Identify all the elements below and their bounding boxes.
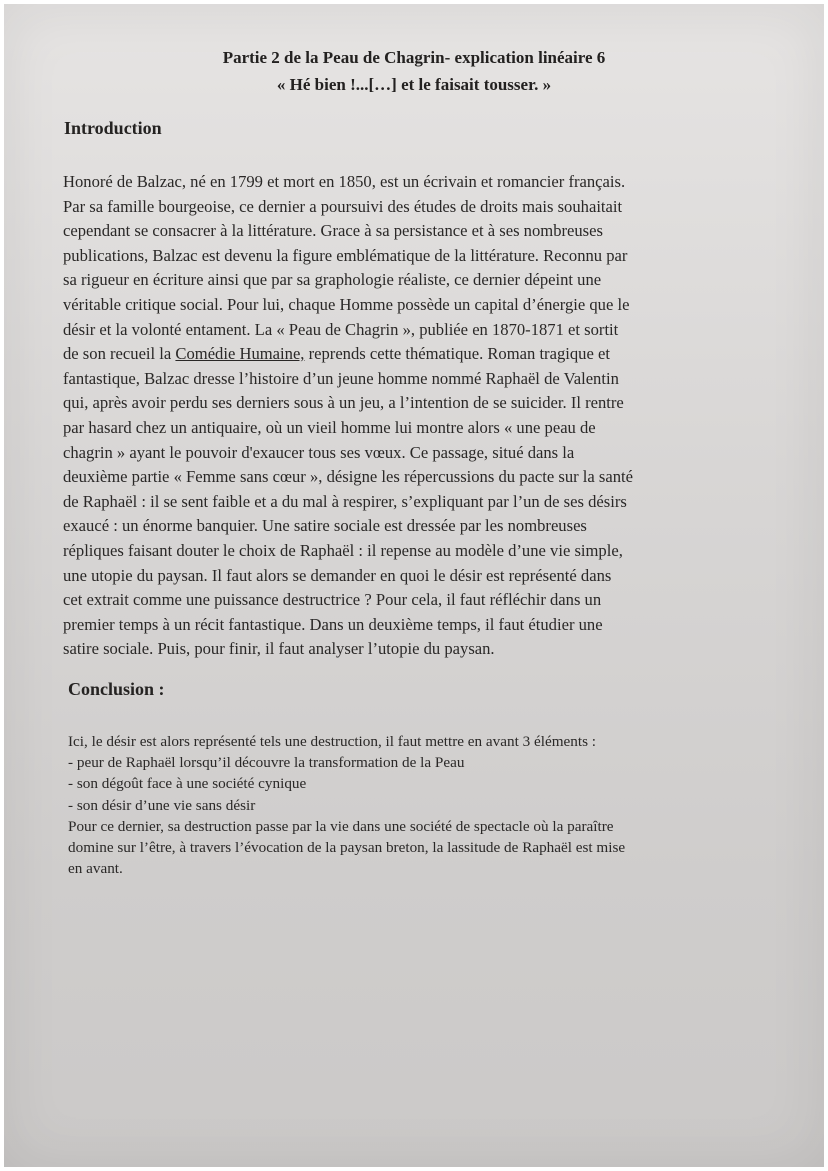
intro-line-with-title — [63, 342, 753, 367]
intro-line: premier temps à un récit fantastique. Dans un deuxième temps, il faut étudier une — [63, 614, 603, 634]
document-page — [4, 4, 824, 1167]
intro-line: Honoré de Balzac, né en 1799 et mort en 1850, est un écrivain et romancier français. — [63, 172, 626, 191]
intro-line: cet extrait comme une puissance destructrice ? Pour cela, il faut réfléchir dans un — [63, 590, 602, 610]
intro-line: Par sa famille bourgeoise, ce dernier a poursuivi des études de droits mais souhaitait — [63, 196, 623, 216]
conclusion-list-item: - peur de Raphaël lorsqu’il découvre la transformation de la Peau — [68, 754, 465, 772]
document-title — [4, 44, 824, 98]
intro-line: sa rigueur en écriture ainsi que par sa graphologie réaliste, ce dernier dépeint une — [63, 270, 602, 290]
title-line-1: Partie 2 de la Peau de Chagrin- explication linéaire 6 — [222, 48, 606, 67]
intro-line: fantastique, Balzac dresse l’histoire d’un jeune homme nommé Raphaël de Valentin — [63, 368, 619, 388]
intro-line: chagrin » ayant le pouvoir d'exaucer tous ses vœux. Ce passage, situé dans la — [63, 442, 575, 462]
intro-line: qui, après avoir perdu ses derniers sous à un jeu, a l’intention de se suicider. Il rentre — [63, 393, 624, 413]
intro-line: répliques faisant douter le choix de Raphaël : il repense au modèle d’une vie simple, — [63, 540, 623, 560]
introduction-heading: Introduction — [64, 118, 162, 138]
conclusion-line: Pour ce dernier, sa destruction passe par la vie dans une société de spectacle où la paraître — [68, 817, 614, 835]
intro-line: deuxième partie « Femme sans cœur », désigne les répercussions du pacte sur la santé — [63, 467, 634, 487]
intro-line: satire sociale. Puis, pour finir, il faut analyser l’utopie du paysan. — [63, 639, 495, 659]
title-line-2: « Hé bien !...[…] et le faisait tousser. » — [276, 75, 552, 94]
intro-line: véritable critique social. Pour lui, chaque Homme possède un capital d’énergie que le — [63, 294, 630, 314]
intro-line-after: reprends cette thématique. Roman tragique et — [304, 344, 610, 364]
introduction-paragraph — [63, 170, 753, 662]
intro-line: cependant se consacrer à la littérature. Grace à sa persistance et à ses nombreuses — [63, 221, 603, 241]
conclusion-list-item: - son désir d’une vie sans désir — [68, 796, 256, 814]
conclusion-line: Ici, le désir est alors représenté tels une destruction, il faut mettre en avant 3 éléments : — [68, 733, 596, 750]
conclusion-list-item: - son dégoût face à une société cynique — [68, 775, 307, 793]
intro-line: exaucé : un énorme banquier. Une satire sociale est dressée par les nombreuses — [63, 516, 587, 536]
intro-line: une utopie du paysan. Il faut alors se demander en quoi le désir est représenté dans — [63, 565, 612, 585]
intro-line: par hasard chez un antiquaire, où un vieil homme lui montre alors « une peau de — [63, 417, 596, 437]
conclusion-paragraph — [68, 731, 748, 879]
conclusion-line: en avant. — [68, 860, 123, 878]
intro-line: publications, Balzac est devenu la figure emblématique de la littérature. Reconnu par — [63, 245, 628, 265]
conclusion-heading: Conclusion : — [68, 679, 165, 699]
intro-line: désir et la volonté entament. La « Peau de Chagrin », publiée en 1870-1871 et sortit — [63, 319, 619, 339]
comedie-humaine-title: Comédie Humaine, — [175, 344, 305, 364]
intro-line-before: de son recueil la — [63, 344, 176, 364]
conclusion-line: domine sur l’être, à travers l’évocation de la paysan breton, la lassitude de Raphaël est mise — [68, 839, 626, 857]
intro-line: de Raphaël : il se sent faible et a du mal à respirer, s’expliquant par l’un de ses désirs — [63, 491, 627, 511]
